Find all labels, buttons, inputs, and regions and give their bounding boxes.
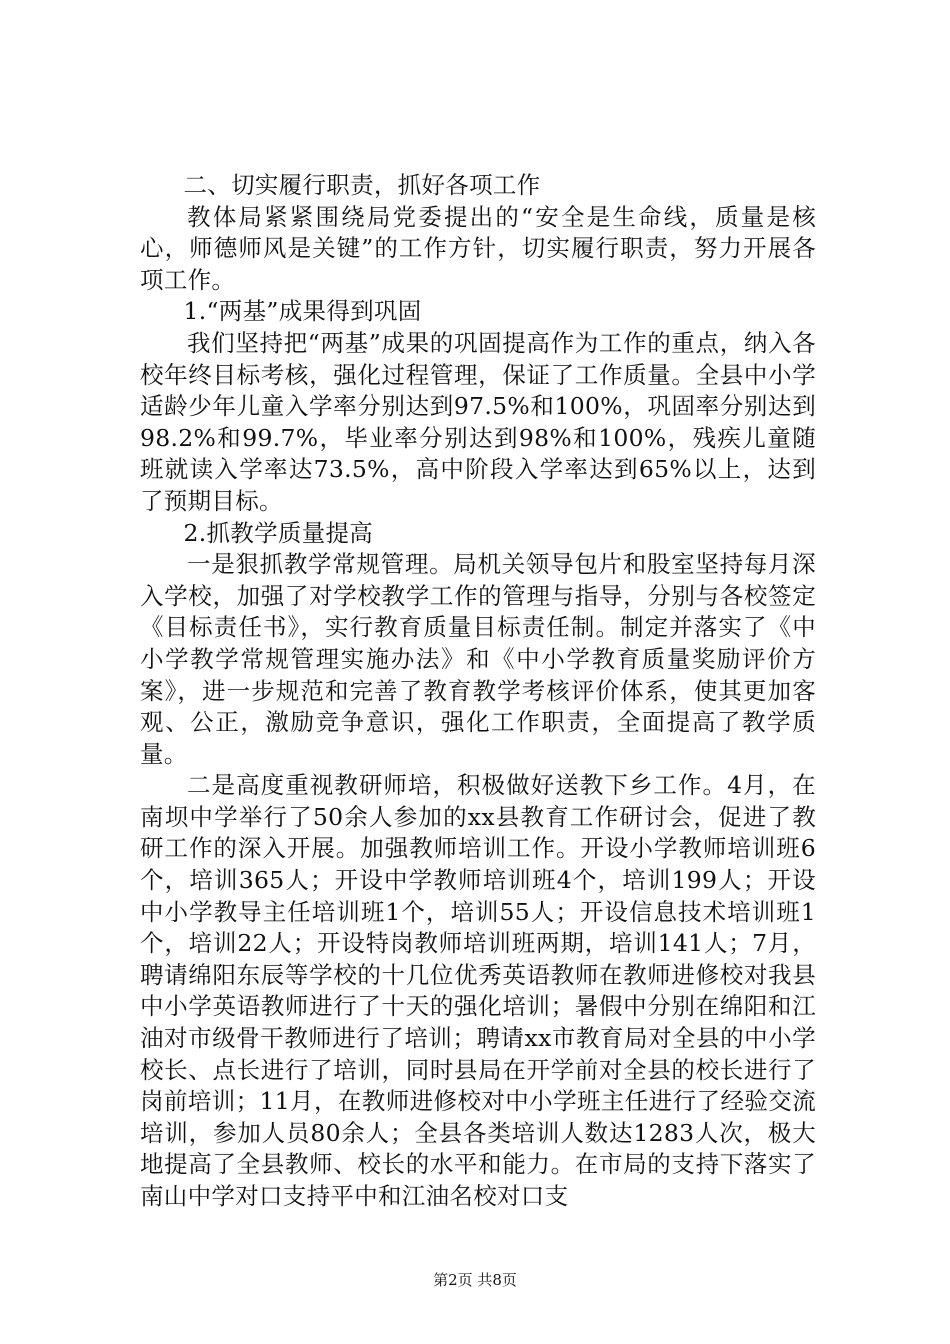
body-paragraph: 我们坚持把“两基”成果的巩固提高作为工作的重点，纳入各校年终目标考核，强化过程管理，保证了工作质量。全县中小学适龄少年儿童入学率分别达到97.5%和100%，巩固率分别达到98.2%和99.7%，毕业率分别达到98%和100%，残疾儿童随班就读入学率达73.5%，高中阶段入学率达到65%以上，达到了预期目标。 (140, 328, 816, 515)
document-body (140, 170, 816, 1213)
body-paragraph: 二是高度重视教研师培，积极做好送教下乡工作。4月，在南坝中学举行了50余人参加的xx县教育工作研讨会，促进了教研工作的深入开展。加强教师培训工作。开设小学教师培训班6个，培训365人；开设中学教师培训班4个，培训199人；开设中小学教导主任培训班1个，培训55人；开设信息技术培训班1个，培训22人；开设特岗教师培训班两期，培训141人；7月，聘请绵阳东辰等学校的十几位优秀英语教师在教师进修校对我县中小学英语教师进行了十天的强化培训；暑假中分别在绵阳和江油对市级骨干教师进行了培训；聘请xx市教育局对全县的中小学校长、点长进行了培训，同时县局在开学前对全县的校长进行了岗前培训；11月，在教师进修校对中小学班主任进行了经验交流培训，参加人员80余人；全县各类培训人数达1283人次，极大地提高了全县教师、校长的水平和能力。在市局的支持下落实了南山中学对口支持平中和江油名校对口支 (140, 771, 816, 1210)
page-footer (0, 1270, 950, 1290)
subsection-heading: 2.抓教学质量提高 (183, 518, 374, 547)
body-paragraph: 一是狠抓教学常规管理。局机关领导包片和股室坚持每月深入学校，加强了对学校教学工作的管理与指导，分别与各校签定《目标责任书》，实行教育质量目标责任制。制定并落实了《中小学教学常规管理实施办法》和《中小学教育质量奖励评价方案》，进一步规范和完善了教育教学考核评价体系，使其更加客观、公正，激励竞争意识，强化工作职责，全面提高了教学质量。 (140, 550, 816, 768)
page-number: 第2页 共8页 (433, 1271, 517, 1289)
section-heading: 二、切实履行职责，抓好各项工作 (183, 171, 541, 199)
subsection-heading: 1.“两基”成果得到巩固 (183, 297, 422, 326)
body-paragraph: 教体局紧紧围绕局党委提出的“安全是生命线，质量是核心，师德师风是关键”的工作方针，切实履行职责，努力开展各项工作。 (140, 202, 816, 294)
